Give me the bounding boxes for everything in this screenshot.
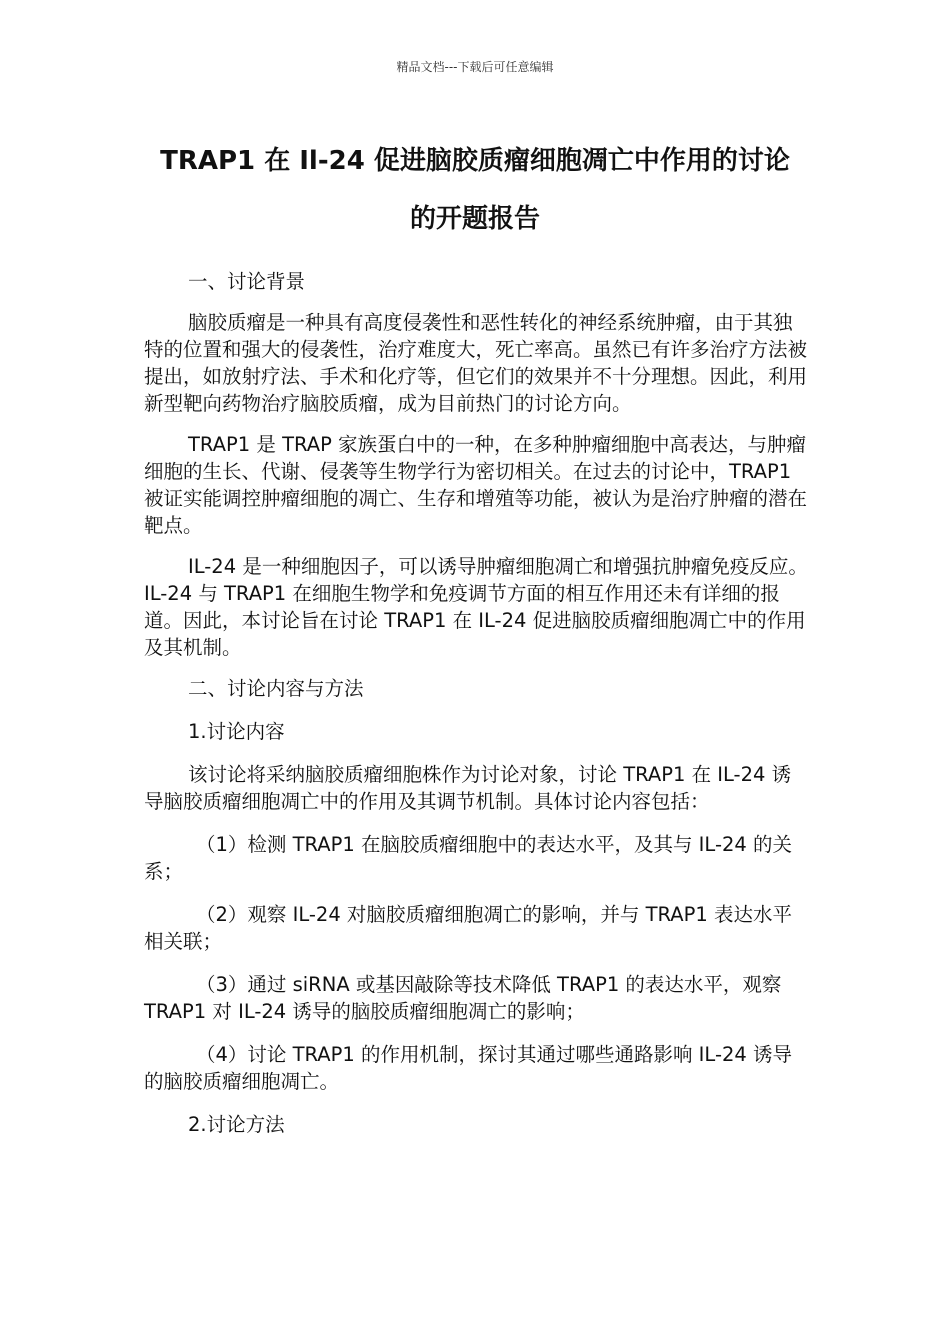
document-title — [120, 132, 830, 248]
list-item-3: （3）通过 siRNA 或基因敲除等技术降低 TRAP1 的表达水平，观察 TRAP1 对 IL-24 诱导的脑胶质瘤细胞凋亡的影响； — [144, 973, 782, 1023]
section-heading-background: 一、讨论背景 — [188, 270, 306, 293]
paragraph-glioma-intro: 脑胶质瘤是一种具有高度侵袭性和恶性转化的神经系统肿瘤，由于其独特的位置和强大的侵袭性，治疗难度大，死亡率高。虽然已有许多治疗方法被提出，如放射疗法、手术和化疗等，但它们的效果并不十分理想。因此，利用新型靶向药物治疗脑胶质瘤，成为目前热门的讨论方向。 — [144, 311, 808, 415]
subsection-heading-methods: 2.讨论方法 — [188, 1113, 285, 1136]
list-item-2: （2）观察 IL-24 对脑胶质瘤细胞凋亡的影响，并与 TRAP1 表达水平相关联； — [144, 903, 792, 953]
paragraph-trap1: TRAP1 是 TRAP 家族蛋白中的一种，在多种肿瘤细胞中高表达，与肿瘤细胞的生长、代谢、侵袭等生物学行为密切相关。在过去的讨论中，TRAP1 被证实能调控肿瘤细胞的凋亡、生存和增殖等功能，被认为是治疗肿瘤的潜在靶点。 — [144, 433, 808, 537]
document-body — [144, 268, 808, 1138]
title-line-2: 的开题报告 — [409, 204, 540, 234]
paragraph-research-content: 该讨论将采纳脑胶质瘤细胞株作为讨论对象，讨论 TRAP1 在 IL-24 诱导脑胶质瘤细胞凋亡中的作用及其调节机制。具体讨论内容包括： — [144, 763, 792, 813]
paragraph-il24: IL-24 是一种细胞因子，可以诱导肿瘤细胞凋亡和增强抗肿瘤免疫反应。IL-24 与 TRAP1 在细胞生物学和免疫调节方面的相互作用还未有详细的报道。因此，本讨论旨在讨论 TRAP1 在 IL-24 促进脑胶质瘤细胞凋亡中的作用及其机制。 — [144, 555, 808, 659]
subsection-heading-content: 1.讨论内容 — [188, 720, 285, 743]
section-heading-content-methods: 二、讨论内容与方法 — [188, 677, 364, 700]
list-item-4: （4）讨论 TRAP1 的作用机制，探讨其通过哪些通路影响 IL-24 诱导的脑胶质瘤细胞凋亡。 — [144, 1043, 792, 1093]
list-item-1: （1）检测 TRAP1 在脑胶质瘤细胞中的表达水平，及其与 IL-24 的关系； — [144, 833, 792, 883]
header-note: 精品文档---下载后可任意编辑 — [396, 60, 554, 74]
title-line-1: TRAP1 在 Il-24 促进脑胶质瘤细胞凋亡中作用的讨论 — [160, 146, 790, 176]
